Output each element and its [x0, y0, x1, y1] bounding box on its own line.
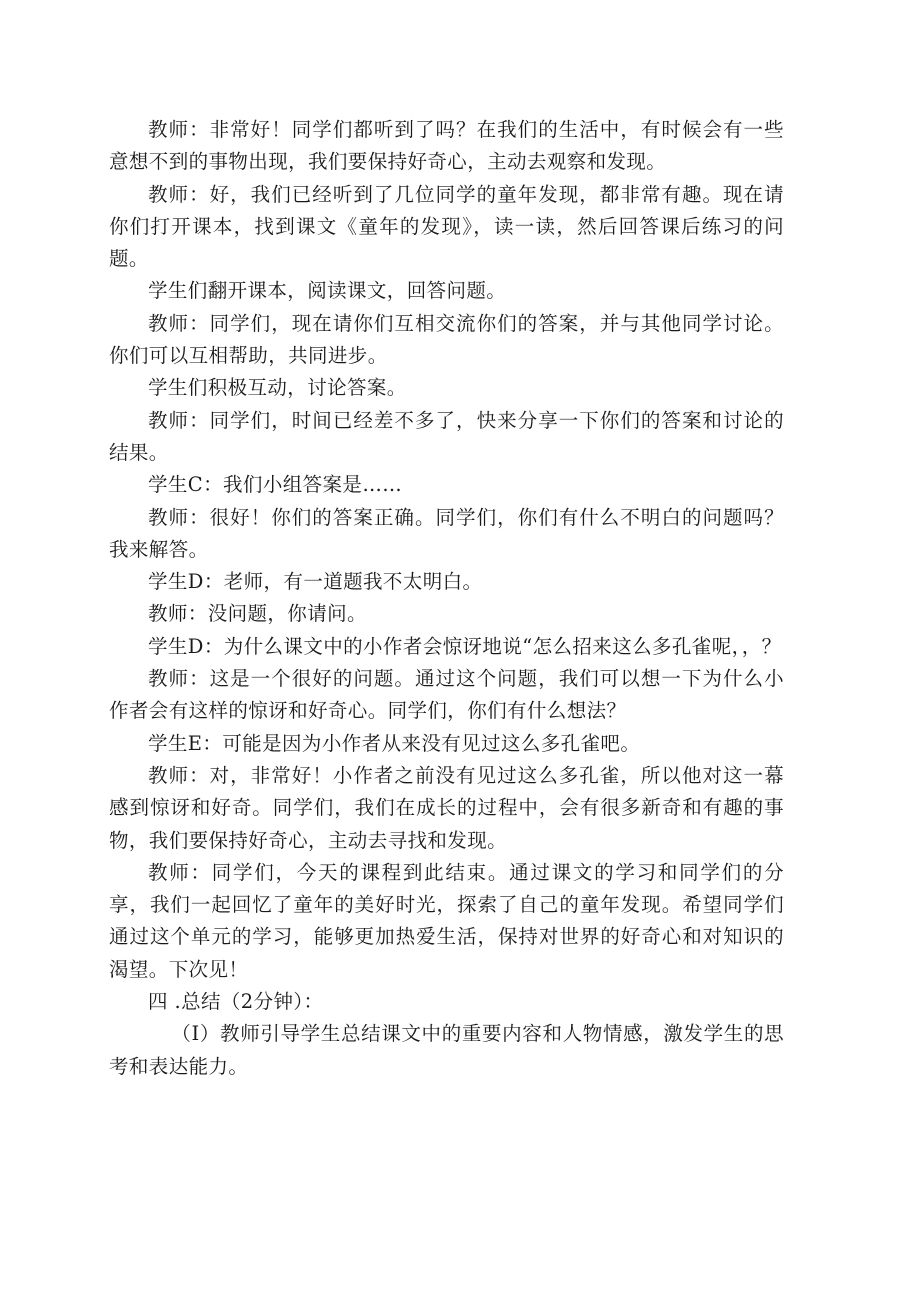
document-page: [109, 114, 784, 1083]
paragraph-teacher-explain: 教师：对，非常好！小作者之前没有见过这么多孔雀，所以他对这一幕感到惊讶和好奇。同学们，我们在成长的过程中，会有很多新奇和有趣的事物，我们要保持好奇心，主动去寻找和发现。: [109, 763, 784, 852]
paragraph-summary-item-1: （I）教师引导学生总结课文中的重要内容和人物情感，激发学生的思考和表达能力。: [109, 1022, 784, 1078]
paragraph-students-interact: 学生们积极互动，讨论答案。: [148, 376, 407, 400]
paragraph-student-e: 学生E：可能是因为小作者从来没有见过这么多孔雀吧。: [148, 731, 641, 755]
paragraph-teacher-correct: 教师：很好！你们的答案正确。同学们，你们有什么不明白的问题吗？我来解答。: [109, 505, 784, 561]
paragraph-students-read: 学生们翻开课本，阅读课文，回答问题。: [148, 279, 507, 303]
paragraph-student-d-peacocks: 学生D：为什么课文中的小作者会惊讶地说“怎么招来这么多孔雀呢，，？: [148, 634, 782, 658]
paragraph-teacher-please-ask: 教师：没问题，你请问。: [148, 602, 367, 626]
section-heading-summary: 四 .总结（2分钟）：: [148, 990, 324, 1014]
paragraph-teacher-open-textbook: 教师：好，我们已经听到了几位同学的童年发现，都非常有趣。现在请你们打开课本，找到课文《童年的发现》，读一读，然后回答课后练习的问题。: [109, 182, 784, 271]
paragraph-teacher-good-question: 教师：这是一个很好的问题。通过这个问题，我们可以想一下为什么小作者会有这样的惊讶和好奇心。同学们，你们有什么想法？: [109, 667, 784, 723]
paragraph-student-c: 学生C：我们小组答案是……: [148, 473, 403, 497]
paragraph-student-d-question: 学生D：老师，有一道题我不太明白。: [148, 570, 483, 594]
paragraph-teacher-closing: 教师：同学们，今天的课程到此结束。通过课文的学习和同学们的分享，我们一起回忆了童年的美好时光，探索了自己的童年发现。希望同学们通过这个单元的学习，能够更加热爱生活，保持对世界的好奇心和对知识的渴望。下次见！: [109, 860, 784, 981]
paragraph-teacher-share: 教师：同学们，时间已经差不多了，快来分享一下你们的答案和讨论的结果。: [109, 408, 784, 464]
paragraph-teacher-curiosity: 教师：非常好！同学们都听到了吗？在我们的生活中，有时候会有一些意想不到的事物出现，我们要保持好奇心，主动去观察和发现。: [109, 118, 784, 174]
paragraph-teacher-discuss: 教师：同学们，现在请你们互相交流你们的答案，并与其他同学讨论。你们可以互相帮助，共同进步。: [109, 311, 784, 368]
